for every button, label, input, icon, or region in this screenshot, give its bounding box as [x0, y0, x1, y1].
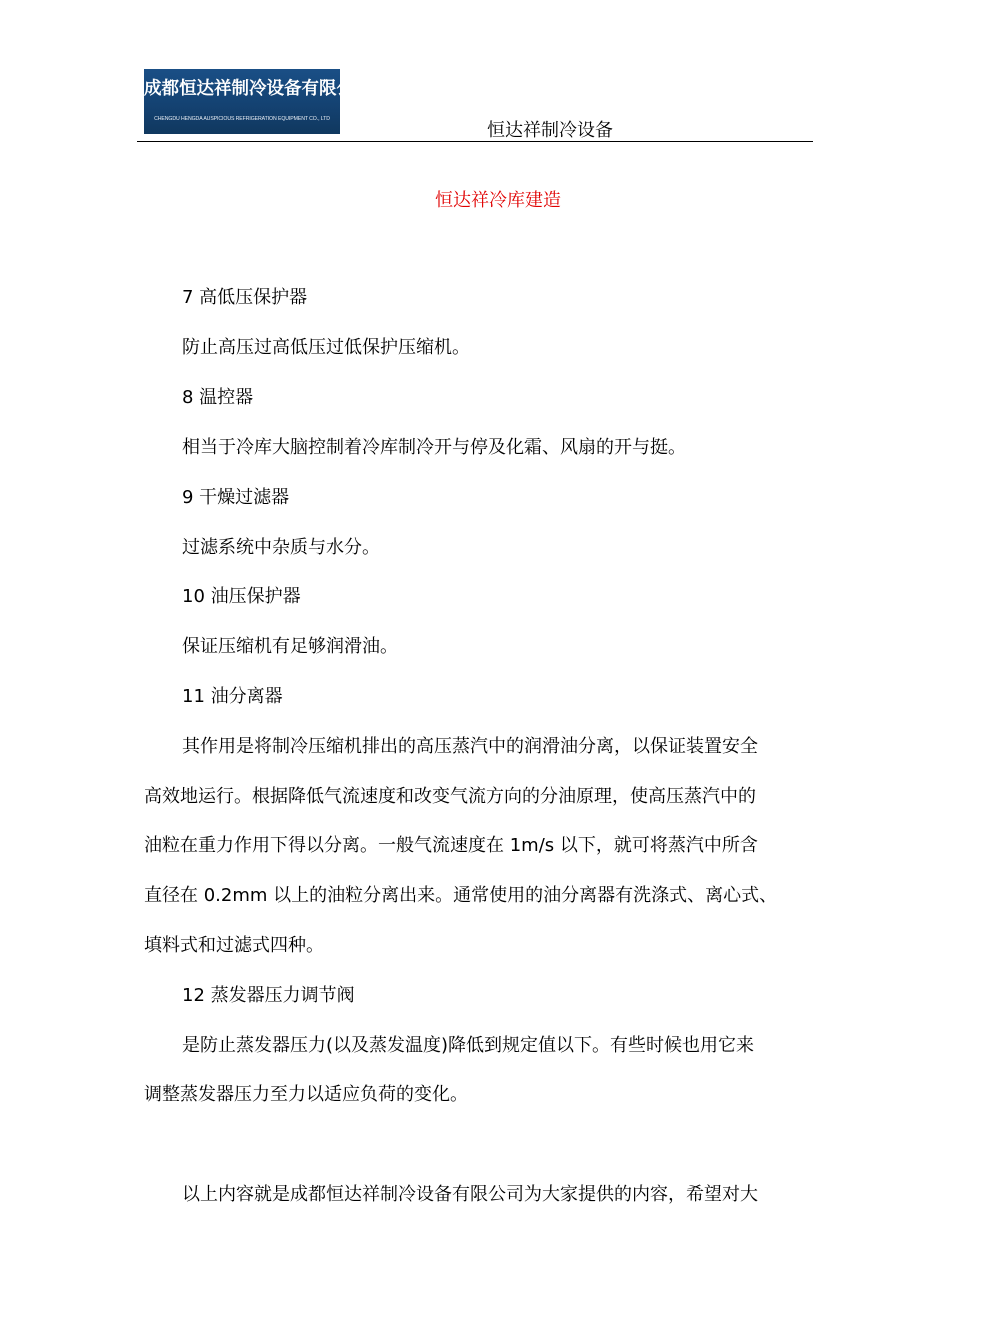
heading-item-7: 7 高低压保护器 — [182, 287, 308, 308]
paragraph-text: 是防止蒸发器压力(以及蒸发温度)降低到规定值以下。有些时候也用它来 — [182, 1035, 755, 1056]
heading-item-8: 8 温控器 — [182, 387, 254, 408]
company-logo — [144, 69, 372, 134]
paragraph-text: 高效地运行。根据降低气流速度和改变气流方向的分油原理，使高压蒸汽中的 — [144, 786, 756, 807]
paragraph-text: 过滤系统中杂质与水分。 — [182, 537, 380, 558]
paragraph-text: 调整蒸发器压力至力以适应负荷的变化。 — [144, 1084, 468, 1105]
closing-paragraph: 以上内容就是成都恒达祥制冷设备有限公司为大家提供的内容，希望对大 — [182, 1184, 758, 1205]
heading-item-12: 12 蒸发器压力调节阀 — [182, 985, 355, 1006]
heading-item-11: 11 油分离器 — [182, 686, 283, 707]
paragraph-text: 相当于冷库大脑控制着冷库制冷开与停及化霜、风扇的开与挺。 — [182, 437, 686, 458]
logo-subtitle: CHENGDU HENGDA AUSPICIOUS REFRIGERATION EQUIPMENT CO., LTD — [154, 116, 330, 122]
document-title: 恒达祥冷库建造 — [435, 190, 561, 211]
header-divider — [137, 141, 813, 142]
header-company-name: 恒达祥制冷设备 — [487, 120, 613, 141]
heading-item-10: 10 油压保护器 — [182, 586, 301, 607]
paragraph-text: 其作用是将制冷压缩机排出的高压蒸汽中的润滑油分离，以保证装置安全 — [182, 736, 758, 757]
paragraph-text: 保证压缩机有足够润滑油。 — [182, 636, 398, 657]
paragraph-text: 防止高压过高低压过低保护压缩机。 — [182, 337, 470, 358]
paragraph-text: 油粒在重力作用下得以分离。一般气流速度在 1m/s 以下，就可将蒸汽中所含 — [144, 835, 758, 856]
paragraph-text: 直径在 0.2mm 以上的油粒分离出来。通常使用的油分离器有洗涤式、离心式、 — [144, 885, 778, 906]
logo-title: 成都恒达祥制冷设备有限公司 — [144, 79, 372, 99]
paragraph-text: 填料式和过滤式四种。 — [144, 935, 324, 956]
heading-item-9: 9 干燥过滤器 — [182, 487, 290, 508]
